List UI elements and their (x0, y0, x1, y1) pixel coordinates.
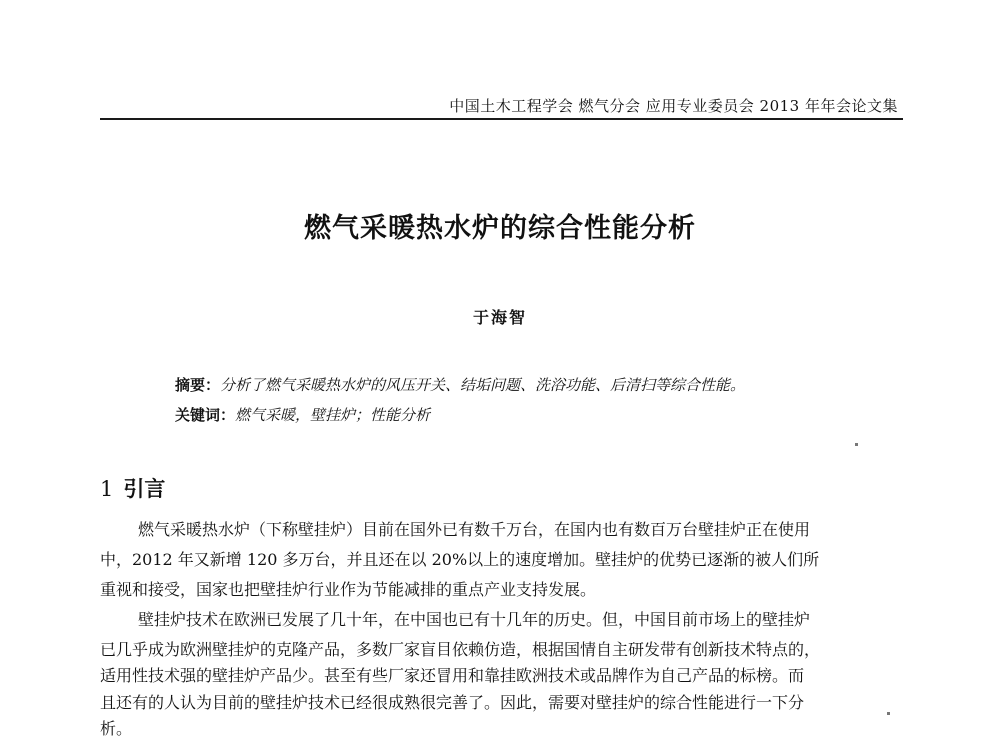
author-name: 于海智 (472, 308, 527, 327)
scan-speck (855, 443, 858, 446)
header-rule (100, 118, 903, 120)
abstract-text: 分析了燃气采暖热水炉的风压开关、结垢问题、洗浴功能、后清扫等综合性能。 (220, 376, 746, 394)
abstract-label: 摘要： (175, 376, 221, 394)
section-number: 1 (100, 477, 114, 501)
body-line: 中，2012 年又新增 120 多万台，并且还在以 20%以上的速度增加。壁挂炉的优势已逐渐的被人们所 (100, 550, 820, 569)
running-header: 中国土木工程学会 燃气分会 应用专业委员会 2013 年年会论文集 (449, 97, 898, 115)
body-line: 重视和接受，国家也把壁挂炉行业作为节能减排的重点产业支持发展。 (100, 580, 597, 599)
paper-title: 燃气采暖热水炉的综合性能分析 (304, 213, 696, 244)
section-heading (100, 473, 165, 503)
keywords-label: 关键词： (175, 406, 236, 424)
section-title: 引言 (123, 477, 166, 501)
keywords-text: 燃气采暖，壁挂炉；性能分析 (235, 406, 431, 424)
scan-speck (887, 712, 890, 715)
body-line: 析。 (100, 719, 133, 738)
keywords (175, 404, 430, 425)
body-line: 壁挂炉技术在欧洲已发展了几十年，在中国也已有十几年的历史。但，中国目前市场上的壁挂炉 (138, 610, 811, 629)
abstract (175, 374, 745, 395)
body-line: 已几乎成为欧洲壁挂炉的克隆产品，多数厂家盲目依赖仿造，根据国情自主研发带有创新技术特点的， (100, 640, 821, 659)
body-line: 且还有的人认为目前的壁挂炉技术已经很成熟很完善了。因此，需要对壁挂炉的综合性能进行一下分 (100, 693, 805, 712)
body-line: 燃气采暖热水炉（下称壁挂炉）目前在国外已有数千万台，在国内也有数百万台壁挂炉正在使用 (138, 520, 811, 539)
body-line: 适用性技术强的壁挂炉产品少。甚至有些厂家还冒用和靠挂欧洲技术或品牌作为自己产品的标榜。而 (100, 666, 805, 685)
